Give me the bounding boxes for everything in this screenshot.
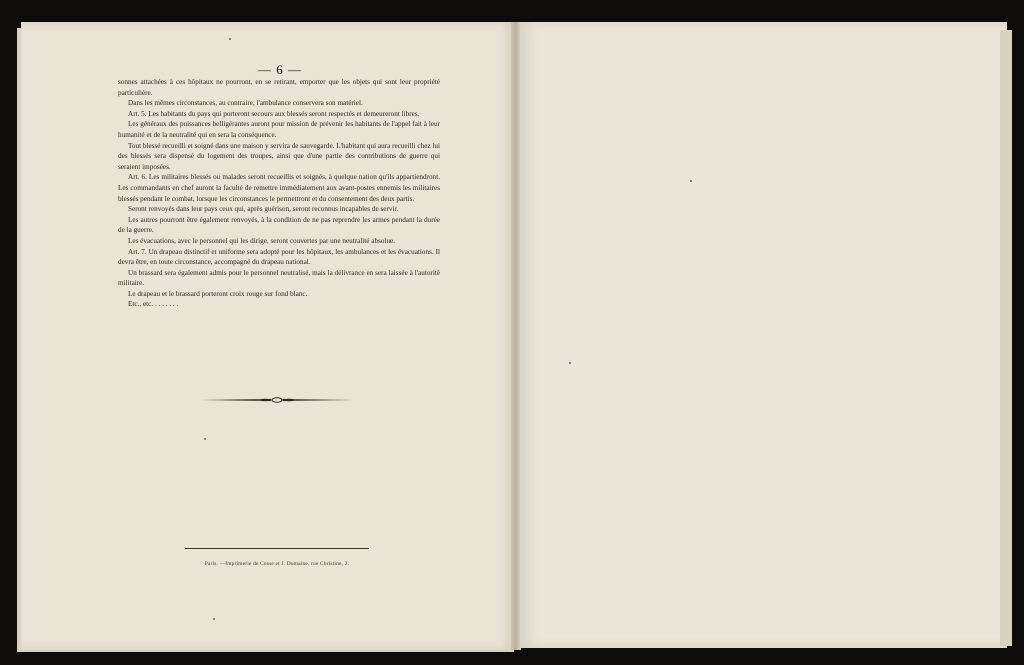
right-page-edge: [1000, 30, 1012, 646]
paragraph: Seront renvoyés dans leur pays ceux qui, après guérison, seront reconnus incapables de servir.: [128, 205, 399, 214]
paragraph: Les généraux des puissances belligérantes auront pour mission de prévenir les habitants de l'appel fait à leur humanité et de la neutralité qui en sera la conséquence.: [118, 120, 440, 139]
paragraph: Etc., etc. . . . . . . .: [128, 300, 179, 309]
body-text: [118, 77, 440, 310]
paragraph: Art. 7. Un drapeau distinctif et uniforme sera adopté pour les hôpitaux, les ambulances et les évacuations. Il devra être, en toute circonstance, accompagné du drapeau national.: [118, 247, 440, 267]
paragraph: Un brassard sera également admis pour le personnel neutralisé, mais la délivrance en sera laissée à l'autorité militaire.: [118, 268, 440, 288]
paper-speck: [690, 180, 692, 182]
paper-speck: [213, 618, 215, 620]
paper-speck: [204, 438, 206, 440]
paragraph: Tout blessé recueilli et soigné dans une maison y servira de sauvegarde. L'habitant qui aura recueilli chez lui des blessés sera dispensé du logement des troupes, ainsi que d'une partie des contributions de guerre qui seraient imposées.: [118, 141, 440, 171]
paragraph: Art. 5. Les habitants du pays qui porteront secours aux blessés seront respectés et demeureront libres.: [128, 109, 420, 118]
right-page-blank: [520, 22, 1007, 648]
ornamental-rule: [200, 395, 354, 405]
paper-speck: [229, 38, 231, 40]
paper-speck: [569, 362, 571, 364]
paragraph: Le drapeau et le brassard porteront croix rouge sur fond blanc.: [128, 289, 308, 298]
paragraph: Les évacuations, avec le personnel qui les dirige, seront couvertes par une neutralité absolue.: [128, 236, 396, 245]
paragraph: Dans les mêmes circonstances, au contraire, l'ambulance conservera son matériel.: [128, 99, 363, 108]
paragraph: sonnes attachées à ces hôpitaux ne pourront, en se retirant, emporter que les objets qui sont leur propriété particulière.: [118, 78, 440, 97]
imprint-rule: [185, 548, 369, 549]
paragraph: Les autres pourront être également renvoyés, à la condition de ne pas reprendre les armes pendant la durée de la guerre.: [118, 215, 440, 235]
page-number: — 6 —: [258, 62, 302, 77]
printer-imprint: Paris. —Imprimerie de Cosse et J. Dumaine, rue Christine, 2.: [204, 561, 350, 567]
paragraph: Art. 6. Les militaires blessés ou malades seront recueillis et soignés, à quelque nation qu'ils appartiendront. Les commandants en chef auront la faculté de remettre immédiatement aux avant-postes ennemis les militaires blessés pendant le combat, lorsque les circonstances le permettront et du consentement des deux partis.: [118, 173, 440, 203]
